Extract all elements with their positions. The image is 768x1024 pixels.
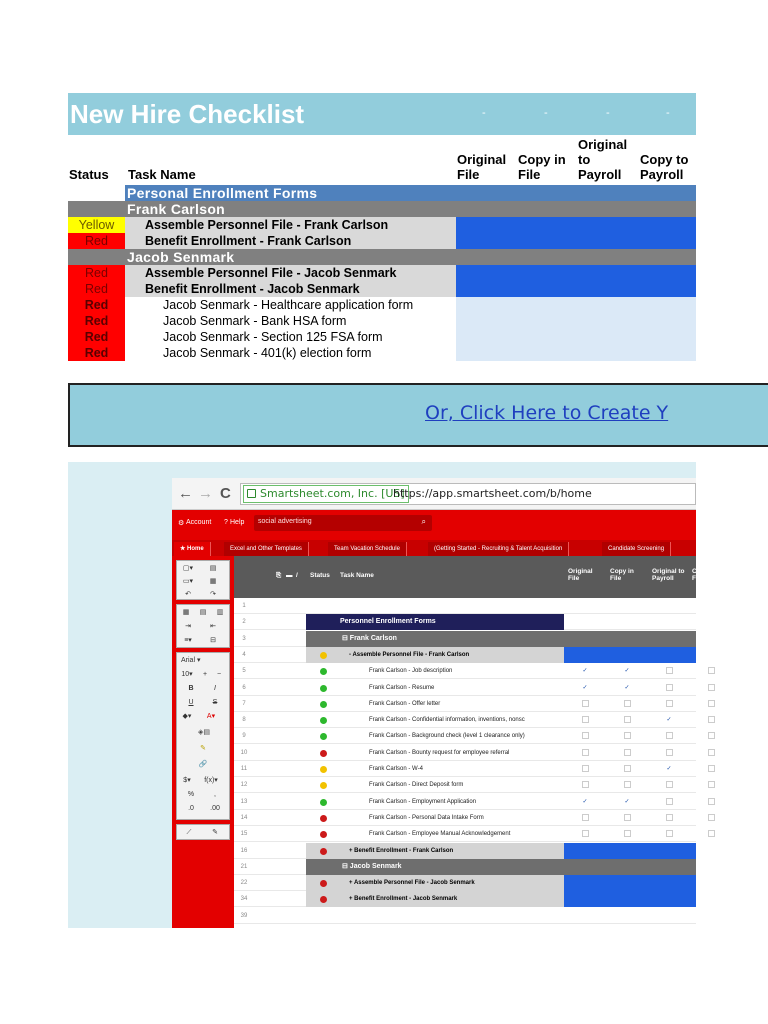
task-name-cell[interactable]: Frank Carlson - Employee Manual Acknowledgement	[369, 831, 511, 838]
checkbox[interactable]	[690, 696, 732, 712]
header-dash: -	[544, 107, 548, 119]
row-number: 13	[240, 798, 248, 805]
status-cell	[68, 201, 125, 217]
grid-row[interactable]	[234, 843, 696, 859]
row-number: 16	[240, 847, 248, 854]
checkbox-box	[708, 684, 715, 691]
original-file-grid-header[interactable]: Original File	[568, 568, 593, 582]
search-value: social advertising	[258, 518, 312, 525]
checklist-title: New Hire Checklist	[70, 99, 305, 129]
grid-row[interactable]	[234, 712, 696, 728]
status-dot-icon[interactable]	[320, 782, 327, 789]
checkbox[interactable]	[648, 826, 690, 842]
checkbox-box	[582, 765, 589, 772]
grid-row[interactable]	[234, 777, 696, 793]
task-name-cell[interactable]: + Assemble Personnel File - Jacob Senmark	[349, 880, 475, 887]
font-select[interactable]: Arial ▾	[181, 657, 201, 664]
column-headers	[68, 135, 696, 185]
currency-label: $	[183, 777, 188, 784]
status-column-header: Status	[69, 167, 109, 182]
file-tools	[176, 560, 230, 600]
grid-row[interactable]	[234, 614, 696, 630]
comment-column-icon: ▬	[286, 572, 293, 579]
checkbox-box	[624, 830, 631, 837]
header-dash: -	[482, 107, 486, 119]
checkbox-box	[582, 830, 589, 837]
task-name-cell[interactable]: Frank Carlson - Background check (level 1 clearance only)	[369, 733, 525, 740]
checkbox-columns-cell	[456, 313, 696, 329]
checkbox-columns-cell	[456, 201, 696, 217]
grid-row[interactable]	[234, 631, 696, 647]
toolbar-sidebar	[172, 556, 234, 928]
row-number: 5	[242, 668, 246, 675]
smartsheet-topbar	[172, 510, 696, 540]
task-name-cell: Jacob Senmark - Bank HSA form	[125, 313, 456, 329]
checkbox-box	[582, 732, 589, 739]
view-tools	[176, 604, 230, 648]
grid-row[interactable]	[234, 761, 696, 777]
task-name-cell: Assemble Personnel File - Frank Carlson	[125, 217, 456, 233]
checklist-rows	[68, 185, 696, 361]
checklist-row	[68, 201, 696, 217]
font-size-select[interactable]: 10▾	[181, 671, 193, 678]
checkmark-icon[interactable]: ✓	[624, 684, 630, 691]
header-dash: -	[666, 107, 670, 119]
status-cell: Red	[68, 329, 125, 345]
checkbox-columns-cell	[456, 217, 696, 233]
status-cell	[68, 249, 125, 265]
fill-color-icon[interactable]: ◆▾	[182, 713, 192, 720]
tab-home[interactable]: ★ Home	[174, 542, 211, 556]
checkbox-box	[666, 781, 673, 788]
function-label: f(x)	[204, 777, 215, 784]
checkbox[interactable]	[606, 712, 648, 728]
row-number: 22	[240, 880, 248, 887]
row-number: 2	[242, 619, 246, 626]
checkbox[interactable]	[564, 745, 606, 761]
text-color-icon[interactable]: A▾	[206, 713, 216, 720]
row-number: 14	[240, 814, 248, 821]
checkmark-icon[interactable]: ✓	[624, 798, 630, 805]
comma-icon[interactable]: ,	[214, 791, 216, 798]
status-cell: Red	[68, 297, 125, 313]
account-menu[interactable]: Account	[186, 519, 212, 526]
tab-getting-started[interactable]: (Getting Started - Recruiting & Talent Acquisition	[428, 542, 569, 556]
checkbox[interactable]	[648, 777, 690, 793]
checkbox[interactable]	[690, 777, 732, 793]
task-name-cell: Jacob Senmark - Healthcare application form	[125, 297, 456, 313]
checkbox-box	[624, 716, 631, 723]
row-number: 12	[240, 782, 248, 789]
format-tools	[176, 652, 230, 820]
checkbox-box	[624, 749, 631, 756]
tab-candidate-screening[interactable]: Candidate Screening	[602, 542, 671, 556]
row-number: 15	[240, 831, 248, 838]
checkbox-columns-cell	[456, 345, 696, 361]
checkbox[interactable]	[648, 745, 690, 761]
grid-row[interactable]	[234, 826, 696, 842]
checkbox-box	[708, 700, 715, 707]
sheet-tabs	[172, 540, 696, 556]
checkbox-box	[582, 814, 589, 821]
wrap-icon[interactable]: ⊟	[210, 637, 216, 644]
status-cell: Red	[68, 233, 125, 249]
search-input[interactable]	[254, 515, 432, 531]
status-dot-icon[interactable]	[320, 815, 327, 822]
decimal-right-icon[interactable]: .00	[210, 805, 220, 812]
original-to-payroll-column-header: Original to Payroll	[578, 137, 628, 182]
row-number: 1	[242, 603, 246, 609]
checkbox-columns-cell	[456, 281, 696, 297]
status-dot-icon[interactable]	[320, 848, 327, 855]
checkmark-icon[interactable]: ✓	[666, 766, 672, 772]
checkbox-columns-cell	[456, 297, 696, 313]
checklist-row	[68, 249, 696, 265]
checkbox-box	[708, 814, 715, 821]
browser-window	[172, 478, 696, 928]
checkbox-box	[708, 667, 715, 674]
account-icon[interactable]: ⚙	[178, 520, 185, 527]
grid-row[interactable]	[234, 794, 696, 810]
help-icon[interactable]: ?	[224, 519, 228, 526]
task-name-cell: Jacob Senmark	[125, 249, 456, 265]
function-button[interactable]: f(x)▾	[204, 777, 218, 784]
row-number: 6	[242, 684, 246, 691]
browser-toolbar	[172, 478, 696, 510]
checklist-row	[68, 297, 696, 313]
checkbox[interactable]	[606, 810, 648, 826]
status-dot-icon[interactable]	[320, 717, 327, 724]
checkbox[interactable]	[690, 745, 732, 761]
task-name-cell[interactable]: Frank Carlson - Confidential information, inventions, nonsc	[369, 717, 525, 724]
task-name-cell: Benefit Enrollment - Frank Carlson	[125, 233, 456, 249]
back-icon[interactable]: ←	[178, 485, 193, 502]
checklist-row	[68, 233, 696, 249]
status-dot-icon[interactable]	[320, 799, 327, 806]
status-dot-icon[interactable]	[320, 766, 327, 773]
row-number: 4	[242, 651, 246, 658]
checkbox[interactable]	[606, 696, 648, 712]
checkbox-columns-cell	[456, 249, 696, 265]
sheet-grid	[234, 556, 696, 928]
checkbox[interactable]	[564, 696, 606, 712]
task-name-cell[interactable]: + Benefit Enrollment - Jacob Senmark	[349, 896, 458, 903]
checkbox-box	[708, 830, 715, 837]
checkbox-columns-cell	[456, 329, 696, 345]
grid-row[interactable]	[234, 810, 696, 826]
checkbox-box	[708, 749, 715, 756]
checkmark-icon[interactable]: ✓	[666, 717, 672, 724]
row-number: 21	[240, 863, 248, 870]
checkbox-box	[666, 830, 673, 837]
grid-row[interactable]	[234, 745, 696, 761]
status-dot-icon[interactable]	[320, 668, 327, 675]
tab-excel-templates[interactable]: Excel and Other Templates	[224, 542, 309, 556]
checkbox-box	[708, 781, 715, 788]
copy-to-payroll-column-header: Copy to Payroll	[640, 152, 689, 182]
italic-button[interactable]: I	[214, 685, 216, 692]
conditional-format-icon[interactable]: ◈▤	[198, 729, 210, 736]
checkbox[interactable]	[690, 826, 732, 842]
checkbox-box	[666, 798, 673, 805]
status-dot-icon[interactable]	[320, 685, 327, 692]
checkbox[interactable]	[564, 777, 606, 793]
checkbox-box	[666, 667, 673, 674]
pencil-icon[interactable]: ✎	[212, 829, 218, 836]
status-dot-icon[interactable]	[320, 831, 327, 838]
save-icon[interactable]: ▤	[209, 565, 217, 572]
row-number: 7	[242, 700, 246, 707]
grid-row[interactable]	[234, 647, 696, 663]
checkbox-band	[564, 647, 696, 663]
checkbox-box	[624, 700, 631, 707]
bold-button[interactable]: B	[188, 685, 194, 692]
address-bar[interactable]	[240, 483, 696, 505]
redo-icon[interactable]: ↷	[210, 591, 216, 598]
increase-font-icon[interactable]: +	[202, 671, 208, 678]
checkbox[interactable]	[690, 728, 732, 744]
checkbox-box	[708, 732, 715, 739]
task-name-cell[interactable]: Frank Carlson - Job description	[369, 668, 453, 675]
task-name-cell[interactable]: + Benefit Enrollment - Frank Carlson	[349, 847, 454, 854]
task-name-column-header: Task Name	[128, 167, 196, 182]
task-name-cell[interactable]: ⊟ Jacob Senmark	[342, 862, 402, 870]
task-name-cell[interactable]: Frank Carlson - Direct Deposit form	[369, 782, 464, 789]
checkbox-box	[708, 798, 715, 805]
original-to-payroll-grid-header[interactable]: Original to Payroll	[652, 568, 685, 582]
strikethrough-button[interactable]: S	[212, 699, 218, 706]
grid-view-icon[interactable]: ▦	[182, 609, 190, 616]
screenshot-panel	[68, 462, 696, 928]
checkbox-box	[666, 732, 673, 739]
status-cell: Red	[68, 345, 125, 361]
url-text: https://app.smartsheet.com/b/home	[393, 487, 592, 500]
checklist-row	[68, 313, 696, 329]
checkbox[interactable]	[648, 663, 690, 679]
align-icon[interactable]: ≡▾	[184, 637, 192, 644]
task-name-cell[interactable]: Frank Carlson - Bounty request for employee referral	[369, 749, 510, 756]
lock-icon	[247, 489, 256, 498]
checkbox-box	[666, 684, 673, 691]
checklist-row	[68, 265, 696, 281]
checkbox-box	[624, 765, 631, 772]
task-name-cell: Jacob Senmark - 401(k) election form	[125, 345, 456, 361]
task-name-grid-header[interactable]: Task Name	[340, 572, 374, 579]
flag-column-icon: /	[296, 572, 298, 579]
status-dot-icon[interactable]	[320, 701, 327, 708]
reload-icon[interactable]: C	[220, 485, 231, 502]
checkbox-box	[666, 749, 673, 756]
create-link[interactable]: Or, Click Here to Create Y	[425, 402, 669, 424]
site-identity	[243, 485, 409, 503]
task-name-cell[interactable]: Frank Carlson - Employment Application	[369, 798, 477, 805]
checkbox-box	[624, 781, 631, 788]
grid-row[interactable]	[234, 663, 696, 679]
checkbox-band	[564, 891, 696, 907]
row-number: 11	[240, 766, 248, 772]
task-name-cell[interactable]: Frank Carlson - Resume	[369, 684, 435, 691]
row-number: 3	[242, 635, 246, 642]
row-number: 34	[240, 896, 248, 903]
checkbox[interactable]	[648, 728, 690, 744]
task-name-cell[interactable]: Frank Carlson - Personal Data Intake Form	[369, 814, 484, 821]
new-icon[interactable]: ▢▾	[182, 565, 194, 572]
task-name-cell: Benefit Enrollment - Jacob Senmark	[125, 281, 456, 297]
checkbox[interactable]	[564, 826, 606, 842]
checkbox-band	[564, 843, 696, 859]
checkmark-icon[interactable]: ✓	[582, 668, 588, 675]
checkbox[interactable]	[606, 777, 648, 793]
checkbox-box	[708, 716, 715, 723]
checkbox[interactable]	[564, 728, 606, 744]
help-menu[interactable]: Help	[230, 519, 245, 526]
task-name-cell: Jacob Senmark - Section 125 FSA form	[125, 329, 456, 345]
grid-header	[234, 556, 696, 598]
checkbox[interactable]	[648, 696, 690, 712]
checkmark-icon[interactable]: ✓	[624, 668, 630, 675]
font-size-value: 10	[181, 671, 190, 678]
checkbox[interactable]	[606, 745, 648, 761]
checkbox[interactable]	[690, 663, 732, 679]
checklist-row	[68, 185, 696, 201]
checkbox-box	[624, 814, 631, 821]
forward-icon[interactable]: →	[198, 485, 213, 502]
checklist-row	[68, 345, 696, 361]
outdent-icon[interactable]: ⇤	[210, 623, 216, 630]
grid-row[interactable]	[234, 908, 696, 924]
grid-row[interactable]	[234, 875, 696, 891]
task-name-cell: Frank Carlson	[125, 201, 456, 217]
checkbox[interactable]	[690, 810, 732, 826]
task-name-cell[interactable]: Frank Carlson - W-4	[369, 766, 423, 772]
status-cell: Red	[68, 281, 125, 297]
task-name-cell: Personal Enrollment Forms	[125, 185, 456, 201]
decimal-left-icon[interactable]: .0	[188, 805, 194, 812]
row-number: 10	[240, 749, 248, 756]
checkmark-icon[interactable]: ✓	[582, 684, 588, 691]
status-cell: Yellow	[68, 217, 125, 233]
checklist-row	[68, 329, 696, 345]
checkmark-icon[interactable]: ✓	[582, 798, 588, 805]
copy-to-payroll-grid-header[interactable]: C F	[692, 568, 697, 582]
grid-row[interactable]	[234, 680, 696, 696]
checkbox-band	[564, 875, 696, 891]
status-dot-icon[interactable]	[320, 733, 327, 740]
checklist-row	[68, 281, 696, 297]
checkbox[interactable]	[606, 826, 648, 842]
checkbox-box	[624, 732, 631, 739]
cta-banner	[68, 383, 768, 447]
checklist-row	[68, 217, 696, 233]
checkbox[interactable]	[648, 794, 690, 810]
row-number: 9	[242, 733, 246, 740]
task-name-cell[interactable]: - Assemble Personnel File - Frank Carlson	[349, 651, 470, 658]
status-cell: Red	[68, 265, 125, 281]
task-name-cell[interactable]: ⊟ Frank Carlson	[342, 634, 397, 642]
task-name-cell[interactable]: Frank Carlson - Offer letter	[369, 700, 441, 707]
checkbox-columns-cell	[456, 265, 696, 281]
copy-in-file-column-header: Copy in File	[518, 152, 566, 182]
gantt-view-icon[interactable]: ▤	[199, 609, 207, 616]
edit-tools	[176, 824, 230, 840]
status-grid-header[interactable]: Status	[310, 572, 330, 579]
grid-row[interactable]	[234, 598, 696, 614]
checkbox-box	[708, 765, 715, 772]
task-name-cell[interactable]: Personnel Enrollment Forms	[340, 618, 436, 626]
decrease-font-icon[interactable]: −	[216, 671, 222, 678]
checkbox[interactable]	[690, 712, 732, 728]
link-icon[interactable]: 🔗	[198, 761, 208, 768]
checkbox[interactable]	[606, 728, 648, 744]
highlight-icon[interactable]: ✎	[200, 745, 206, 752]
checkbox-box	[582, 749, 589, 756]
format-painter-icon[interactable]: ⟋	[186, 829, 192, 836]
underline-button[interactable]: U	[188, 699, 194, 706]
site-identity-text: Smartsheet.com, Inc. [US]	[260, 487, 405, 500]
row-number: 8	[242, 717, 246, 724]
checkbox-box	[582, 716, 589, 723]
checkbox[interactable]	[564, 810, 606, 826]
original-file-column-header: Original File	[457, 152, 507, 182]
new-hire-checklist	[68, 93, 696, 361]
import-icon[interactable]: ▭▾	[182, 578, 194, 585]
tab-label: Home	[187, 546, 204, 552]
checkbox-box	[582, 700, 589, 707]
checkbox-columns-cell	[456, 233, 696, 249]
checkbox-columns-cell	[456, 185, 696, 201]
status-cell: Red	[68, 313, 125, 329]
checkbox[interactable]	[648, 680, 690, 696]
font-value: Arial	[181, 657, 196, 664]
copy-in-file-grid-header[interactable]: Copy in File	[610, 568, 634, 582]
checkbox[interactable]	[690, 761, 732, 777]
indent-icon[interactable]: ⇥	[185, 623, 191, 630]
row-number: 39	[240, 912, 248, 919]
checkbox[interactable]	[690, 794, 732, 810]
task-name-cell: Assemble Personnel File - Jacob Senmark	[125, 265, 456, 281]
status-dot-icon[interactable]	[320, 652, 327, 659]
checkbox-box	[666, 700, 673, 707]
checkbox-box	[582, 781, 589, 788]
checkbox[interactable]	[564, 712, 606, 728]
status-dot-icon[interactable]	[320, 750, 327, 757]
checkbox[interactable]	[648, 810, 690, 826]
grid-row[interactable]	[234, 859, 696, 875]
checkbox-box	[666, 814, 673, 821]
percent-button[interactable]: %	[187, 791, 195, 798]
calendar-view-icon[interactable]: ▥	[216, 609, 224, 616]
print-icon[interactable]: ▦	[209, 578, 217, 585]
grid-row[interactable]	[234, 891, 696, 907]
grid-row[interactable]	[234, 728, 696, 744]
checkbox[interactable]	[564, 761, 606, 777]
checkbox[interactable]	[606, 761, 648, 777]
currency-button[interactable]: $▾	[183, 777, 191, 784]
grid-row[interactable]	[234, 696, 696, 712]
search-icon[interactable]: ⌕	[421, 517, 426, 526]
undo-icon[interactable]: ↶	[185, 591, 191, 598]
tab-team-vacation[interactable]: Team Vacation Schedule	[328, 542, 407, 556]
header-dash: -	[606, 107, 610, 119]
attachment-column-icon: ⎘	[276, 572, 282, 579]
checkbox[interactable]	[690, 680, 732, 696]
checklist-header	[68, 93, 696, 135]
status-cell	[68, 185, 125, 201]
